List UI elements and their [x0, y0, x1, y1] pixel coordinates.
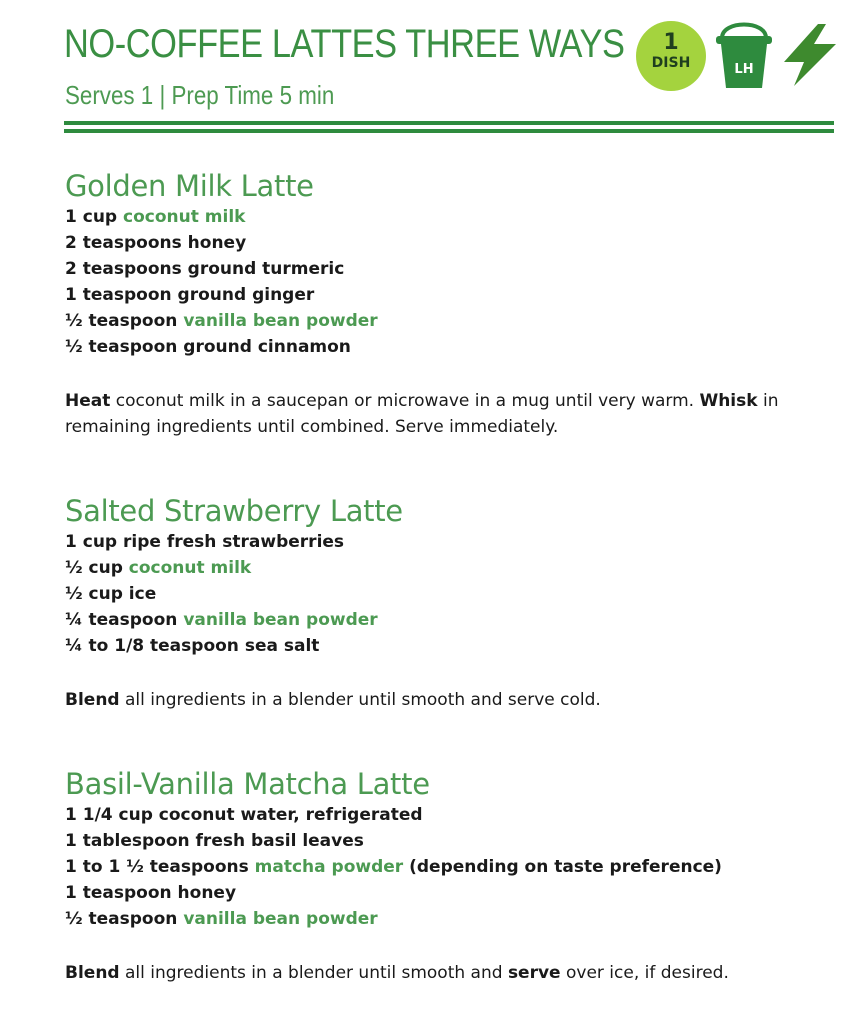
direction-text: coconut milk in a saucepan or microwave in a mug until very warm. — [110, 391, 700, 411]
ingredient-list — [65, 802, 835, 932]
ingredient-amount: ½ teaspoon ground cinnamon — [65, 337, 351, 357]
ingredient-highlight: matcha powder — [254, 857, 404, 877]
ingredient-item — [65, 802, 835, 828]
ingredient-amount: 1 teaspoon honey — [65, 883, 237, 903]
ingredient-amount: 1 1/4 cup coconut water, refrigerated — [65, 805, 423, 825]
recipe-directions — [65, 960, 835, 986]
ingredient-item — [65, 529, 835, 555]
ingredient-list — [65, 529, 835, 659]
direction-verb: Heat — [65, 391, 111, 411]
recipe-directions — [65, 388, 835, 440]
ingredient-item — [65, 230, 835, 256]
bucket-icon — [712, 18, 776, 92]
ingredient-item — [65, 906, 835, 932]
dish-count: 1 — [663, 30, 679, 55]
ingredient-item — [65, 334, 835, 360]
ingredient-highlight: coconut milk — [128, 558, 252, 578]
ingredient-item — [65, 854, 835, 880]
dish-label: DISH — [651, 55, 691, 71]
recipe-basil-vanilla-matcha — [65, 766, 835, 986]
direction-text: over ice, if desired. — [560, 963, 729, 983]
page-subtitle: Serves 1 | Prep Time 5 min — [65, 80, 335, 110]
ingredient-amount: 1 to 1 ½ teaspoons — [65, 857, 255, 877]
ingredient-highlight: vanilla bean powder — [183, 311, 378, 331]
ingredient-item — [65, 204, 835, 230]
recipe-title: Salted Strawberry Latte — [65, 494, 403, 528]
direction-verb: Blend — [65, 963, 120, 983]
ingredient-note: (depending on taste preference) — [403, 857, 722, 877]
direction-text: in remaining ingredients until combined. Serve immediately. — [65, 391, 779, 437]
ingredient-amount: 1 cup — [65, 207, 124, 227]
ingredient-amount: ½ teaspoon — [65, 909, 184, 929]
ingredient-amount: ½ cup — [65, 558, 129, 578]
ingredient-highlight: vanilla bean powder — [183, 610, 378, 630]
recipe-title: Golden Milk Latte — [65, 169, 314, 203]
direction-verb: Whisk — [699, 391, 758, 411]
lightning-bolt-icon — [778, 22, 842, 88]
direction-verb: serve — [507, 963, 561, 983]
recipe-directions — [65, 687, 835, 713]
ingredient-item — [65, 282, 835, 308]
ingredient-item — [65, 828, 835, 854]
ingredient-amount: 2 teaspoons ground turmeric — [65, 259, 345, 279]
ingredient-item — [65, 308, 835, 334]
recipe-title: Basil-Vanilla Matcha Latte — [65, 767, 430, 801]
direction-text: all ingredients in a blender until smooth and — [119, 963, 508, 983]
ingredient-amount: ¼ teaspoon — [65, 610, 184, 630]
ingredient-amount: ½ cup ice — [65, 584, 157, 604]
direction-text: all ingredients in a blender until smooth and serve cold. — [119, 690, 601, 710]
ingredient-item — [65, 880, 835, 906]
ingredient-item — [65, 256, 835, 282]
direction-verb: Blend — [65, 690, 120, 710]
ingredient-amount: ¼ to 1/8 teaspoon sea salt — [65, 636, 320, 656]
ingredient-highlight: vanilla bean powder — [183, 909, 378, 929]
header-rule-top — [64, 121, 834, 125]
ingredient-amount: ½ teaspoon — [65, 311, 184, 331]
header-rule-bottom — [64, 129, 834, 133]
ingredient-item — [65, 607, 835, 633]
ingredient-item — [65, 581, 835, 607]
recipe-golden-milk — [65, 168, 835, 440]
recipe-salted-strawberry — [65, 493, 835, 713]
one-dish-badge — [636, 21, 706, 91]
ingredient-amount: 1 cup ripe fresh strawberries — [65, 532, 345, 552]
ingredient-item — [65, 555, 835, 581]
bucket-label: LH — [734, 62, 754, 77]
ingredient-amount: 1 tablespoon fresh basil leaves — [65, 831, 364, 851]
ingredient-list — [65, 204, 835, 360]
recipe-badges — [636, 18, 846, 92]
ingredient-item — [65, 633, 835, 659]
ingredient-highlight: coconut milk — [123, 207, 246, 227]
ingredient-amount: 1 teaspoon ground ginger — [65, 285, 315, 305]
ingredient-amount: 2 teaspoons honey — [65, 233, 247, 253]
page-title: NO-COFFEE LATTES THREE WAYS — [64, 22, 625, 66]
